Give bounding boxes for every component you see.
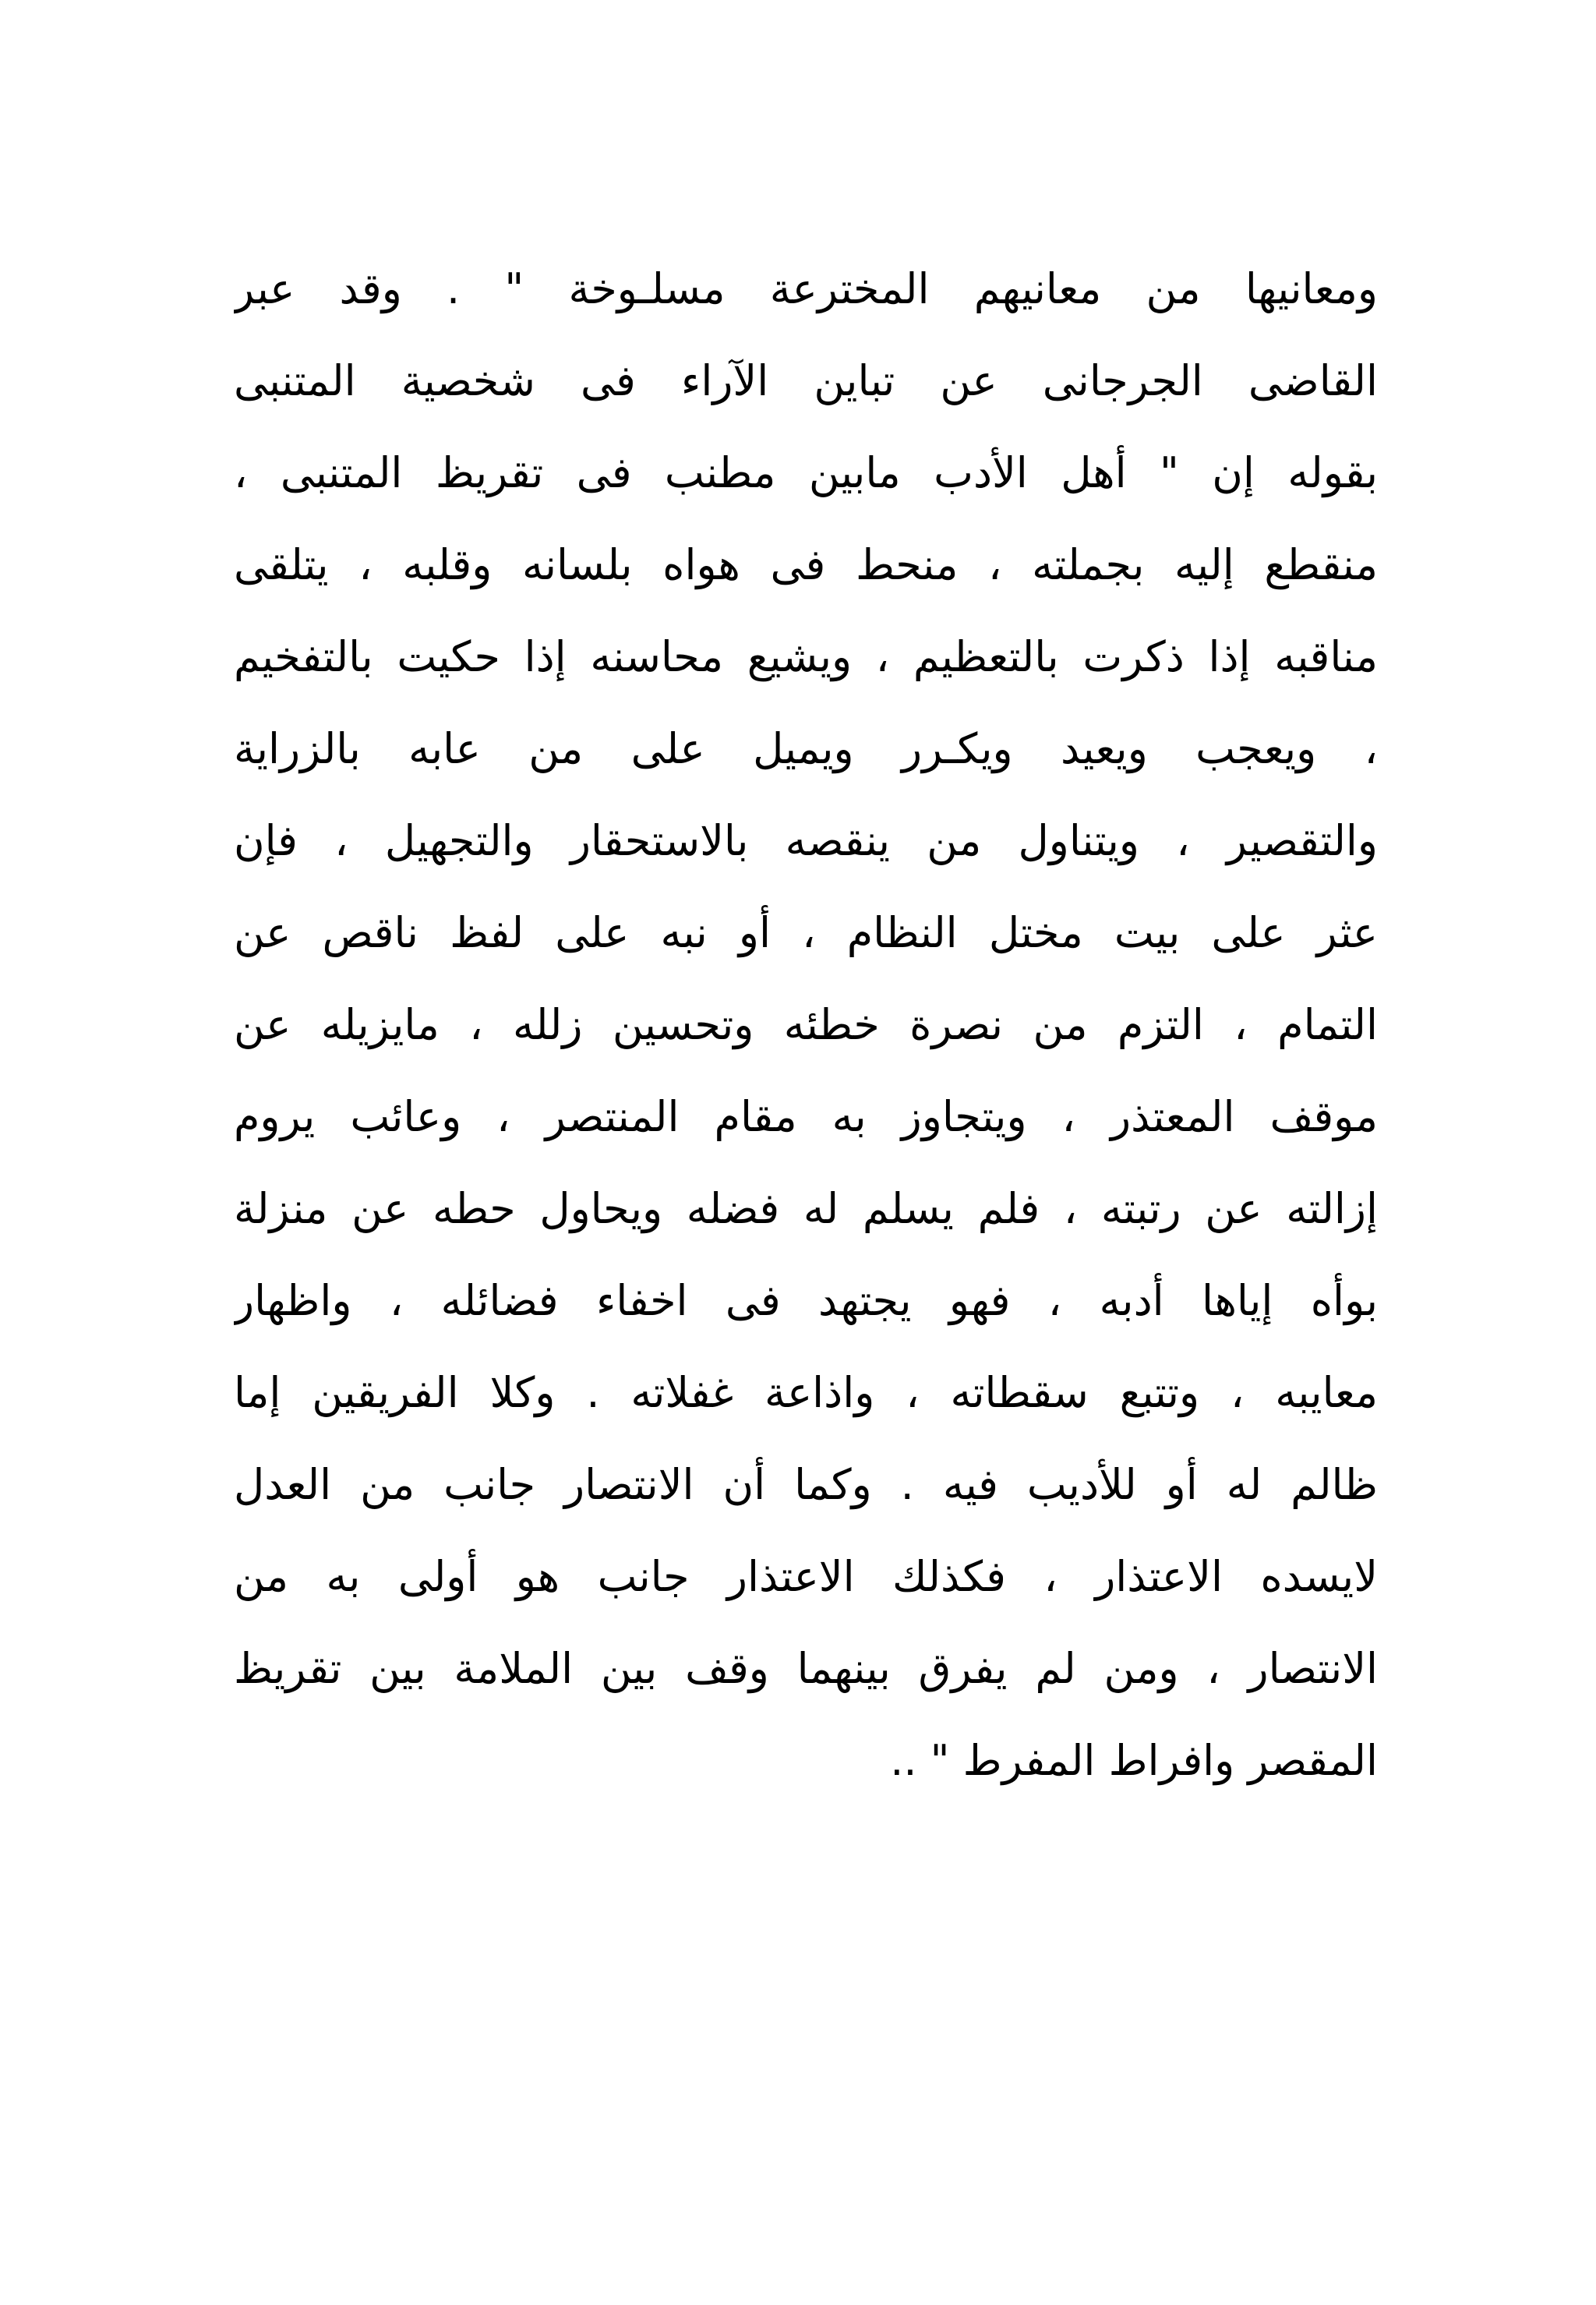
body-paragraph (234, 243, 1378, 1807)
text-line: مناقبه إذا ذكرت بالتعظيم ، ويشيع محاسنه إذا حكيت بالتفخيم (234, 632, 1378, 681)
text-line: لايسده الاعتذار ، فكذلك الاعتذار جانب هو أولى به من (234, 1552, 1378, 1601)
text-line: التمام ، التزم من نصرة خطئه وتحسين زلله ، مايزيله عن (234, 1000, 1378, 1049)
text-line: موقف المعتذر ، ويتجاوز به مقام المنتصر ، وعائب يروم (234, 1092, 1378, 1141)
text-line: القاضى الجرجانى عن تباين الآراء فى شخصية المتنبى (234, 356, 1378, 405)
text-line: ظالم له أو للأديب فيه . وكما أن الانتصار جانب من العدل (234, 1460, 1378, 1509)
text-line: معايبه ، وتتبع سقطاته ، واذاعة غفلاته . وكلا الفريقين إما (234, 1368, 1378, 1417)
text-line: ، ويعجب ويعيد ويكـرر ويميل على من عابه بالزراية (234, 724, 1378, 773)
text-line: والتقصير ، ويتناول من ينقصه بالاستحقار والتجهيل ، فإن (234, 816, 1378, 865)
text-line-last: المقصر وافراط المفرط " .. (890, 1736, 1378, 1785)
text-line: بقوله إن " أهل الأدب مابين مطنب فى تقريظ المتنبى ، (234, 448, 1378, 497)
text-line: ومعانيها من معانيهم المخترعة مسلـوخة " . وقد عبر (234, 264, 1378, 313)
text-line: الانتصار ، ومن لم يفرق بينهما وقف بين الملامة بين تقريظ (234, 1644, 1378, 1693)
text-line: بوأه إياها أدبه ، فهو يجتهد فى اخفاء فضائله ، واظهار (234, 1276, 1378, 1325)
text-line: عثر على بيت مختل النظام ، أو نبه على لفظ ناقص عن (234, 908, 1378, 957)
text-line: منقطع إليه بجملته ، منحط فى هواه بلسانه وقلبه ، يتلقى (234, 540, 1378, 589)
text-line: إزالته عن رتبته ، فلم يسلم له فضله ويحاول حطه عن منزلة (234, 1184, 1378, 1233)
